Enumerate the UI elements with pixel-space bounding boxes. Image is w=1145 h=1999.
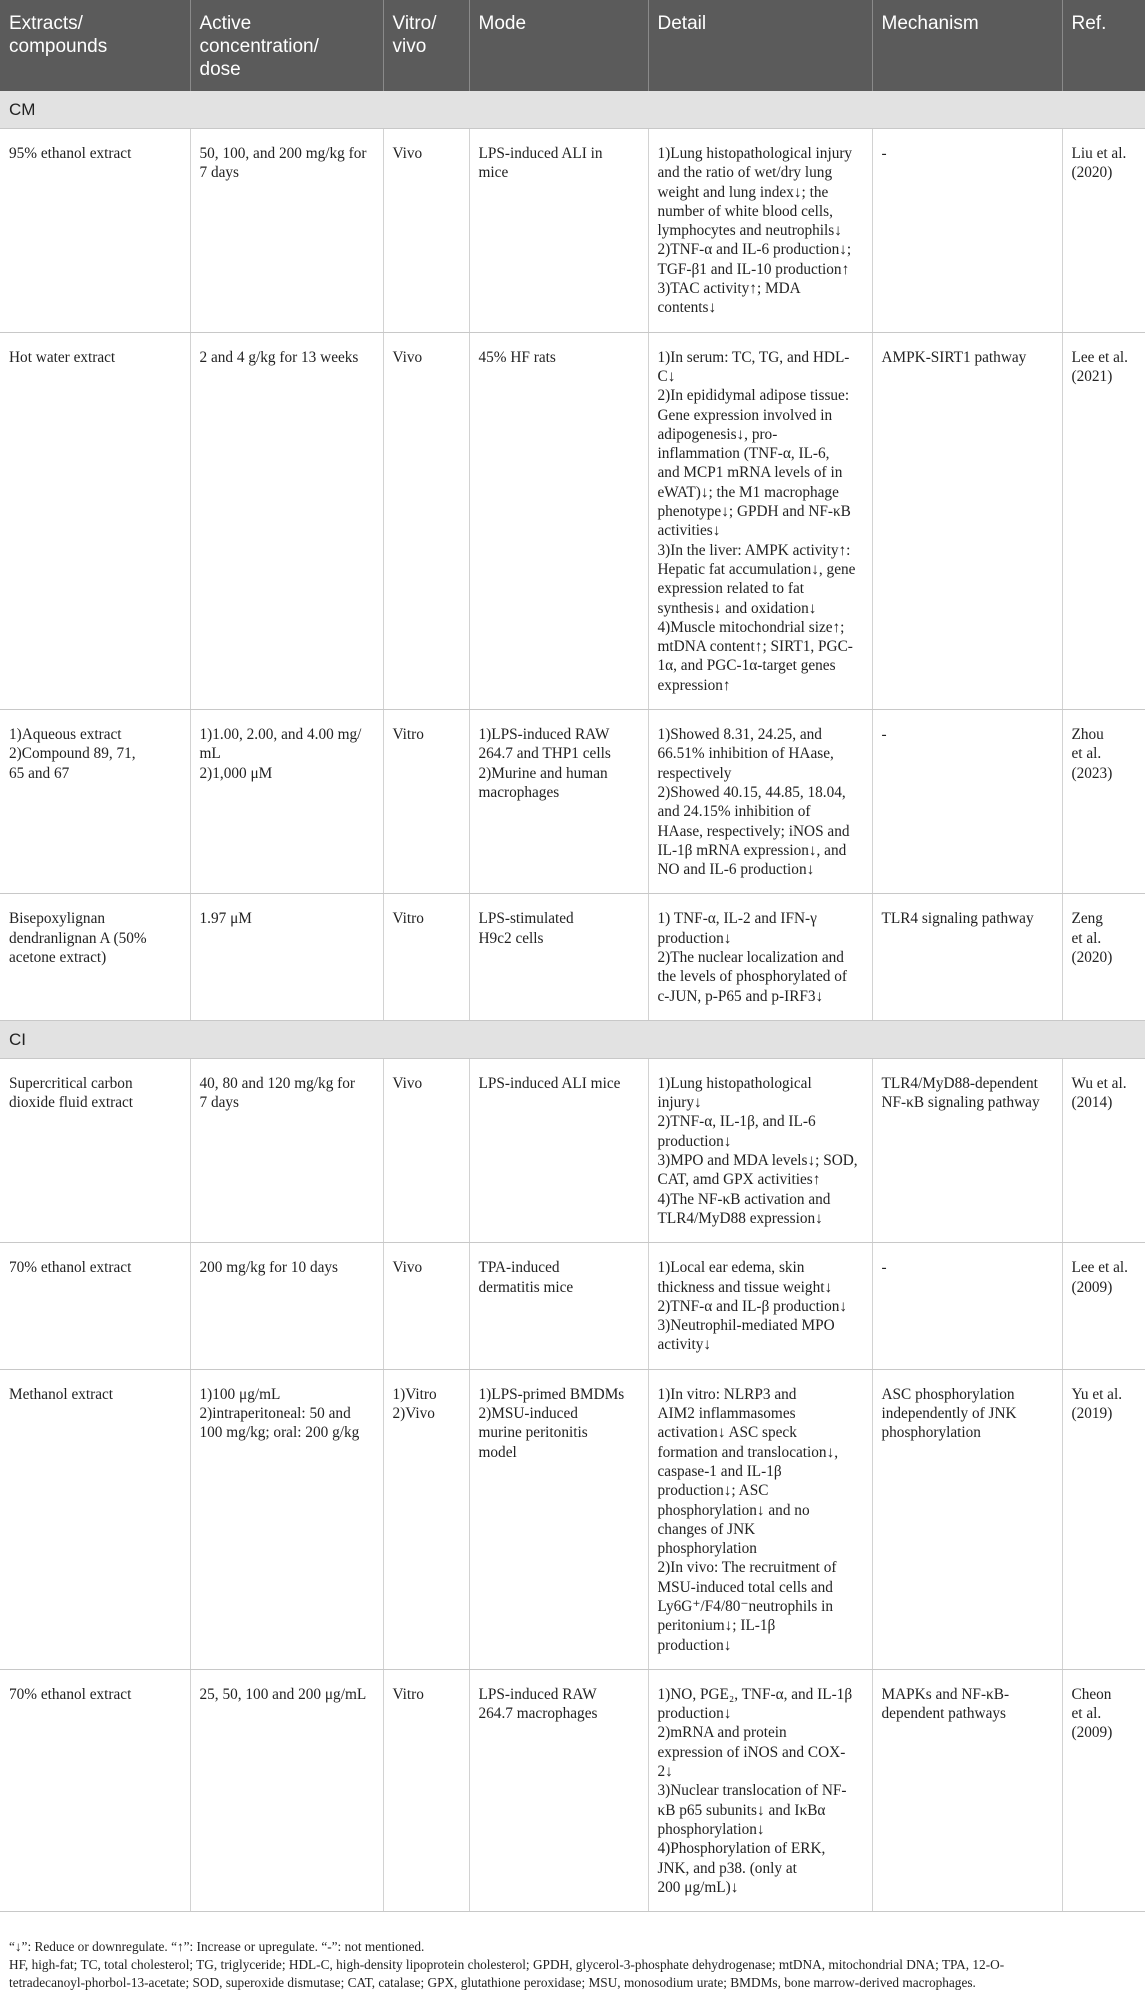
cell-extract	[0, 710, 190, 894]
cell-line: weight and lung index↓; the	[657, 183, 829, 201]
cell-line: production↓; ASC	[657, 1482, 769, 1500]
cell-line: (2014)	[1071, 1094, 1113, 1112]
cell-line: production↓	[657, 1636, 732, 1654]
header-row	[0, 0, 1145, 91]
cell-line: 4)Muscle mitochondrial size↑;	[657, 618, 845, 636]
cell-line: Vitro/	[392, 13, 437, 34]
cell-line: 1)LPS-induced RAW	[478, 726, 610, 744]
cell-line: Extracts/	[9, 13, 83, 34]
footnote-abbreviations: HF, high-fat; TC, total cholesterol; TG, triglyceride; HDL-C, high-density lipoprotein cholesterol; GPDH, glycerol-3-phosphate dehydrogenase; mtDNA, mitochondrial DNA; TPA, 12-O-	[9, 1957, 1005, 1972]
cell-line: phenotype↓; GPDH and NF-κB	[657, 503, 851, 521]
cell-line: thickness and tissue weight↓	[657, 1278, 833, 1296]
cell-line: Vitro	[392, 726, 424, 744]
cell-line: production↓	[657, 1705, 732, 1723]
cell-mode	[469, 1243, 648, 1369]
cell-mechanism	[872, 894, 1062, 1020]
cell-line: acetone extract)	[9, 948, 107, 966]
cell-line: 3)TAC activity↑; MDA	[657, 280, 801, 298]
cell-line: (2009)	[1071, 1724, 1113, 1742]
cell-line: 70% ethanol extract	[9, 1259, 132, 1277]
footnote-symbols: “↓”: Reduce or downregulate. “↑”: Increase or upregulate. “-”: not mentioned.	[9, 1939, 425, 1954]
cell-line: 3)MPO and MDA levels↓; SOD,	[657, 1152, 858, 1170]
cell-line: macrophages	[478, 783, 560, 801]
cell-line: respectively	[657, 764, 732, 782]
cell-line: concentration/	[199, 36, 319, 57]
col-header-mechanism	[872, 0, 1062, 91]
cell-line: production↓	[657, 929, 732, 947]
cell-line: murine peritonitis	[478, 1424, 588, 1442]
cell-line: (2020)	[1071, 164, 1113, 182]
cell-line: CAT, amd GPX activities↑	[657, 1171, 821, 1189]
cell-line: c-JUN, p-P65 and p-IRF3↓	[657, 987, 824, 1005]
cell-line: Cheon	[1071, 1685, 1112, 1703]
cell-line: 1.97 μM	[199, 910, 252, 928]
cell-line: AMPK-SIRT1 pathway	[881, 348, 1027, 366]
cell-line: Lee et al.	[1071, 348, 1128, 366]
footnote-abbreviations-cont: tetradecanoyl-phorbol-13-acetate; SOD, superoxide dismutase; CAT, catalase; GPX, glutathione peroxidase; MSU, monosodium urate; BMDMs, bone marrow-derived macrophages.	[9, 1975, 976, 1990]
cell-vitro-vivo	[383, 129, 469, 333]
cell-mechanism	[872, 1369, 1062, 1669]
cell-line: 65 and 67	[9, 764, 70, 782]
cell-line: 3)Nuclear translocation of NF-	[657, 1782, 847, 1800]
cell-line: expression of iNOS and COX-	[657, 1743, 846, 1761]
cell-line: 25, 50, 100 and 200 μg/mL	[199, 1685, 367, 1703]
cell-line: Mode	[478, 13, 527, 34]
cell-line: TLR4/MyD88 expression↓	[657, 1209, 823, 1227]
col-header-mode	[469, 0, 648, 91]
cell-line: IL-1β mRNA expression↓, and	[657, 841, 847, 859]
table-row	[0, 1243, 1145, 1369]
cell-vitro-vivo	[383, 1058, 469, 1242]
cell-line: Vivo	[392, 145, 423, 162]
cell-line: Hepatic fat accumulation↓, gene	[657, 560, 856, 578]
table-row	[0, 332, 1145, 709]
cell-line: 7 days	[199, 1094, 240, 1112]
cell-line: Ly6G⁺/F4/80⁻neutrophils in	[657, 1598, 833, 1615]
cell-detail	[648, 332, 872, 709]
cell-line: -	[881, 726, 887, 744]
cell-line: 100 mg/kg; oral: 200 g/kg	[199, 1424, 360, 1442]
table-row	[0, 1669, 1145, 1911]
cell-vitro-vivo	[383, 1669, 469, 1911]
cell-extract	[0, 1369, 190, 1669]
cell-line: formation and translocation↓,	[657, 1443, 839, 1461]
cell-line: NF-κB signaling pathway	[881, 1094, 1040, 1112]
cell-line: NO and IL-6 production↓	[657, 861, 815, 879]
cell-line: -	[881, 1259, 887, 1277]
cell-line: phosphorylation	[657, 1540, 757, 1558]
cell-vitro-vivo	[383, 1243, 469, 1369]
table-row	[0, 710, 1145, 894]
cell-vitro-vivo	[383, 332, 469, 709]
cell-line: mice	[478, 164, 509, 182]
cell-line: number of white blood cells,	[657, 202, 833, 220]
cell-line: HAase, respectively; iNOS and	[657, 822, 850, 840]
cell-line: TGF-β1 and IL-10 production↑	[657, 260, 850, 278]
cell-line: 2)In vivo: The recruitment of	[657, 1559, 837, 1577]
cell-line: peritonium↓; IL-1β	[657, 1617, 776, 1635]
cell-line: 4)The NF-κB activation and	[657, 1190, 831, 1208]
cell-mechanism	[872, 1243, 1062, 1369]
cell-line: TLR4 signaling pathway	[881, 910, 1034, 928]
cell-ref	[1062, 1369, 1145, 1669]
cell-line: dendranlignan A (50%	[9, 929, 147, 947]
cell-line: 3)In the liver: AMPK activity↑:	[657, 541, 851, 559]
cell-line: 1)Aqueous extract	[9, 726, 122, 744]
section-row	[0, 1020, 1145, 1058]
cell-line: and the ratio of wet/dry lung	[657, 164, 833, 182]
cell-line: 1α, and PGC-1α-target genes	[657, 657, 836, 675]
cell-line: 45% HF rats	[478, 348, 556, 366]
cell-line: Vivo	[392, 1259, 423, 1277]
cell-ref	[1062, 894, 1145, 1020]
cell-line: 2)intraperitoneal: 50 and	[199, 1405, 351, 1423]
cell-line: 2)Compound 89, 71,	[9, 745, 136, 763]
cell-line: 1)100 μg/mL	[199, 1385, 281, 1403]
cell-line: Hot water extract	[9, 348, 116, 366]
cell-detail	[648, 1058, 872, 1242]
cell-line: 1)Local ear edema, skin	[657, 1259, 805, 1277]
cell-line: 2)TNF-α and IL-6 production↓;	[657, 241, 852, 259]
cell-line: phosphorylation	[881, 1424, 981, 1442]
cell-line: Active	[199, 13, 252, 34]
cell-line: 1)Lung histopathological injury	[657, 145, 853, 162]
cell-ref	[1062, 332, 1145, 709]
cell-line: 2)Murine and human	[478, 764, 608, 782]
col-header-detail	[648, 0, 872, 91]
cell-line: 70% ethanol extract	[9, 1685, 132, 1703]
cell-line: 2)TNF-α, IL-1β, and IL-6	[657, 1113, 816, 1131]
cell-line: 1)1.00, 2.00, and 4.00 mg/	[199, 726, 362, 744]
cell-line: Vivo	[392, 1074, 423, 1092]
cell-line: 2↓	[657, 1763, 673, 1781]
cell-line: et al.	[1071, 1705, 1102, 1723]
cell-extract	[0, 1669, 190, 1911]
cell-line: LPS-induced ALI in	[478, 145, 603, 162]
cell-line: 50, 100, and 200 mg/kg for	[199, 145, 367, 162]
cell-line: 95% ethanol extract	[9, 145, 132, 162]
cell-line: 264.7 macrophages	[478, 1705, 598, 1723]
cell-line: dermatitis mice	[478, 1278, 574, 1296]
table-row	[0, 129, 1145, 333]
cell-vitro-vivo	[383, 894, 469, 1020]
cell-line: Supercritical carbon	[9, 1074, 133, 1092]
cell-mode	[469, 332, 648, 709]
cell-line: Bisepoxylignan	[9, 910, 106, 928]
table-row	[0, 1058, 1145, 1242]
cell-line: phosphorylation↓	[657, 1820, 765, 1838]
cell-line: 2)In epididymal adipose tissue:	[657, 387, 850, 405]
cell-line: Vivo	[392, 348, 423, 366]
table-footnotes	[9, 1938, 1139, 1992]
cell-mode	[469, 129, 648, 333]
cell-dose	[190, 332, 383, 709]
cell-line: H9c2 cells	[478, 929, 544, 947]
cell-line: 2)TNF-α and IL-β production↓	[657, 1297, 848, 1315]
cell-detail	[648, 1243, 872, 1369]
cell-extract	[0, 1058, 190, 1242]
cell-line: (2021)	[1071, 367, 1113, 385]
cell-line: Zhou	[1071, 726, 1104, 744]
cell-line: inflammation (TNF-α, IL-6,	[657, 445, 830, 463]
cell-dose	[190, 1058, 383, 1242]
cell-detail	[648, 710, 872, 894]
cell-dose	[190, 1243, 383, 1369]
cell-line: TLR4/MyD88-dependent	[881, 1074, 1038, 1092]
cell-line: 1)Showed 8.31, 24.25, and	[657, 726, 822, 744]
cell-dose	[190, 710, 383, 894]
cell-line: compounds	[9, 36, 108, 57]
cell-line: expression↑	[657, 676, 731, 694]
cell-line: LPS-induced RAW	[478, 1685, 597, 1703]
cell-extract	[0, 1243, 190, 1369]
cell-ref	[1062, 1669, 1145, 1911]
section-label: CM	[0, 91, 1145, 129]
cell-vitro-vivo	[383, 1369, 469, 1669]
cell-mode	[469, 894, 648, 1020]
table-row	[0, 894, 1145, 1020]
cell-line: and 24.15% inhibition of	[657, 803, 811, 821]
col-header-vitro-vivo	[383, 0, 469, 91]
cell-line: 264.7 and THP1 cells	[478, 745, 611, 763]
cell-extract	[0, 894, 190, 1020]
cell-line: C↓	[657, 367, 676, 385]
cell-line: adipogenesis↓, pro-	[657, 425, 778, 443]
cell-line: contents↓	[657, 299, 717, 317]
cell-mode	[469, 1369, 648, 1669]
cell-line: 200 μg/mL)↓	[657, 1878, 739, 1896]
cell-line: production↓	[657, 1132, 732, 1150]
cell-line: the levels of phosphorylated of	[657, 968, 847, 986]
cell-mechanism	[872, 1669, 1062, 1911]
cell-line: -	[881, 145, 887, 162]
cell-line: 2)Vivo	[392, 1405, 435, 1423]
cell-line: AIM2 inflammasomes	[657, 1405, 796, 1423]
cell-line: 2)mRNA and protein	[657, 1724, 787, 1742]
cell-line: Wu et al.	[1071, 1074, 1127, 1092]
cell-line: vivo	[392, 36, 427, 57]
cell-mode	[469, 710, 648, 894]
cell-vitro-vivo	[383, 710, 469, 894]
cell-line: 66.51% inhibition of HAase,	[657, 745, 834, 763]
cell-mechanism	[872, 332, 1062, 709]
cell-line: caspase-1 and IL-1β	[657, 1462, 782, 1480]
cell-line: independently of JNK	[881, 1405, 1017, 1423]
cell-line: lymphocytes and neutrophils↓	[657, 222, 842, 240]
cell-line: et al.	[1071, 745, 1102, 763]
cell-dose	[190, 894, 383, 1020]
cell-line: 7 days	[199, 164, 240, 182]
cell-detail	[648, 129, 872, 333]
cell-line: 1)In serum: TC, TG, and HDL-	[657, 348, 850, 366]
cell-line: 200 mg/kg for 10 days	[199, 1259, 339, 1277]
cell-mode	[469, 1669, 648, 1911]
cell-ref	[1062, 1058, 1145, 1242]
cell-line: 1)In vitro: NLRP3 and	[657, 1385, 797, 1403]
cell-line: dose	[199, 59, 241, 80]
cell-dose	[190, 129, 383, 333]
cell-line: dioxide fluid extract	[9, 1094, 134, 1112]
cell-line: activation↓ ASC speck	[657, 1424, 797, 1442]
cell-line: 1) TNF-α, IL-2 and IFN-γ	[657, 910, 817, 928]
cell-line: 1)Vitro	[392, 1385, 437, 1403]
cell-line: Lee et al.	[1071, 1259, 1128, 1277]
cell-line: changes of JNK	[657, 1520, 756, 1538]
col-header-dose	[190, 0, 383, 91]
cell-detail	[648, 894, 872, 1020]
col-header-extracts	[0, 0, 190, 91]
cell-line: 2)The nuclear localization and	[657, 948, 844, 966]
cell-line: (2019)	[1071, 1405, 1113, 1423]
cell-line: TPA-induced	[478, 1259, 560, 1277]
cell-line: mL	[199, 745, 221, 763]
cell-line: dependent pathways	[881, 1705, 1006, 1723]
cell-line: and MCP1 mRNA levels of in	[657, 464, 843, 482]
cell-line: MAPKs and NF-κB-	[881, 1685, 1010, 1703]
cell-dose	[190, 1669, 383, 1911]
cell-detail	[648, 1669, 872, 1911]
cell-ref	[1062, 710, 1145, 894]
cell-line: Methanol extract	[9, 1385, 114, 1403]
cell-line: κB p65 subunits↓ and IκBα	[657, 1801, 826, 1819]
cell-line: Detail	[657, 13, 707, 34]
table-row	[0, 1369, 1145, 1669]
cell-line: 1)Lung histopathological	[657, 1074, 812, 1092]
cell-line: mtDNA content↑; SIRT1, PGC-	[657, 638, 853, 656]
cell-mechanism	[872, 710, 1062, 894]
cell-line: 4)Phosphorylation of ERK,	[657, 1840, 826, 1858]
cell-line: 3)Neutrophil-mediated MPO	[657, 1317, 835, 1335]
cell-line: LPS-induced ALI mice	[478, 1074, 621, 1092]
cell-line: injury↓	[657, 1094, 702, 1112]
cell-line: 40, 80 and 120 mg/kg for	[199, 1074, 356, 1092]
cell-line: eWAT)↓; the M1 macrophage	[657, 483, 839, 501]
cell-line: 2)1,000 μM	[199, 764, 273, 782]
cell-line: JNK, and p38. (only at	[657, 1859, 797, 1877]
col-header-ref	[1062, 0, 1145, 91]
cell-line: (2020)	[1071, 948, 1113, 966]
cell-line: model	[478, 1443, 517, 1461]
cell-line: 2 and 4 g/kg for 13 weeks	[199, 348, 359, 366]
cell-line: Vitro	[392, 1685, 424, 1703]
cell-line: activities↓	[657, 522, 721, 540]
cell-line: 1)NO, PGE₂, TNF-α, and IL-1β	[657, 1685, 853, 1703]
cell-extract	[0, 332, 190, 709]
cell-line: Yu et al.	[1071, 1385, 1123, 1403]
cell-mode	[469, 1058, 648, 1242]
cell-line: Vitro	[392, 910, 424, 928]
cell-line: (2009)	[1071, 1278, 1113, 1296]
cell-dose	[190, 1369, 383, 1669]
cell-detail	[648, 1369, 872, 1669]
cell-line: phosphorylation↓ and no	[657, 1501, 810, 1519]
cell-line: synthesis↓ and oxidation↓	[657, 599, 817, 617]
cell-ref	[1062, 129, 1145, 333]
cell-line: Mechanism	[881, 13, 979, 34]
cell-line: 2)Showed 40.15, 44.85, 18.04,	[657, 783, 846, 801]
cell-ref	[1062, 1243, 1145, 1369]
cell-line: Ref.	[1071, 13, 1107, 34]
cell-line: 1)LPS-primed BMDMs	[478, 1385, 625, 1403]
cell-extract	[0, 129, 190, 333]
section-label: CI	[0, 1020, 1145, 1058]
cell-line: activity↓	[657, 1336, 712, 1354]
cell-line: LPS-stimulated	[478, 910, 574, 928]
section-row	[0, 91, 1145, 129]
cell-line: 2)MSU-induced	[478, 1405, 578, 1423]
cell-line: MSU-induced total cells and	[657, 1578, 833, 1596]
cell-line: (2023)	[1071, 764, 1113, 782]
cell-line: Liu et al.	[1071, 145, 1127, 162]
cell-line: expression related to fat	[657, 580, 805, 598]
cell-line: Zeng	[1071, 910, 1103, 928]
cell-mechanism	[872, 129, 1062, 333]
cell-mechanism	[872, 1058, 1062, 1242]
cell-line: ASC phosphorylation	[881, 1385, 1015, 1403]
cell-line: Gene expression involved in	[657, 406, 833, 424]
cell-line: et al.	[1071, 929, 1102, 947]
